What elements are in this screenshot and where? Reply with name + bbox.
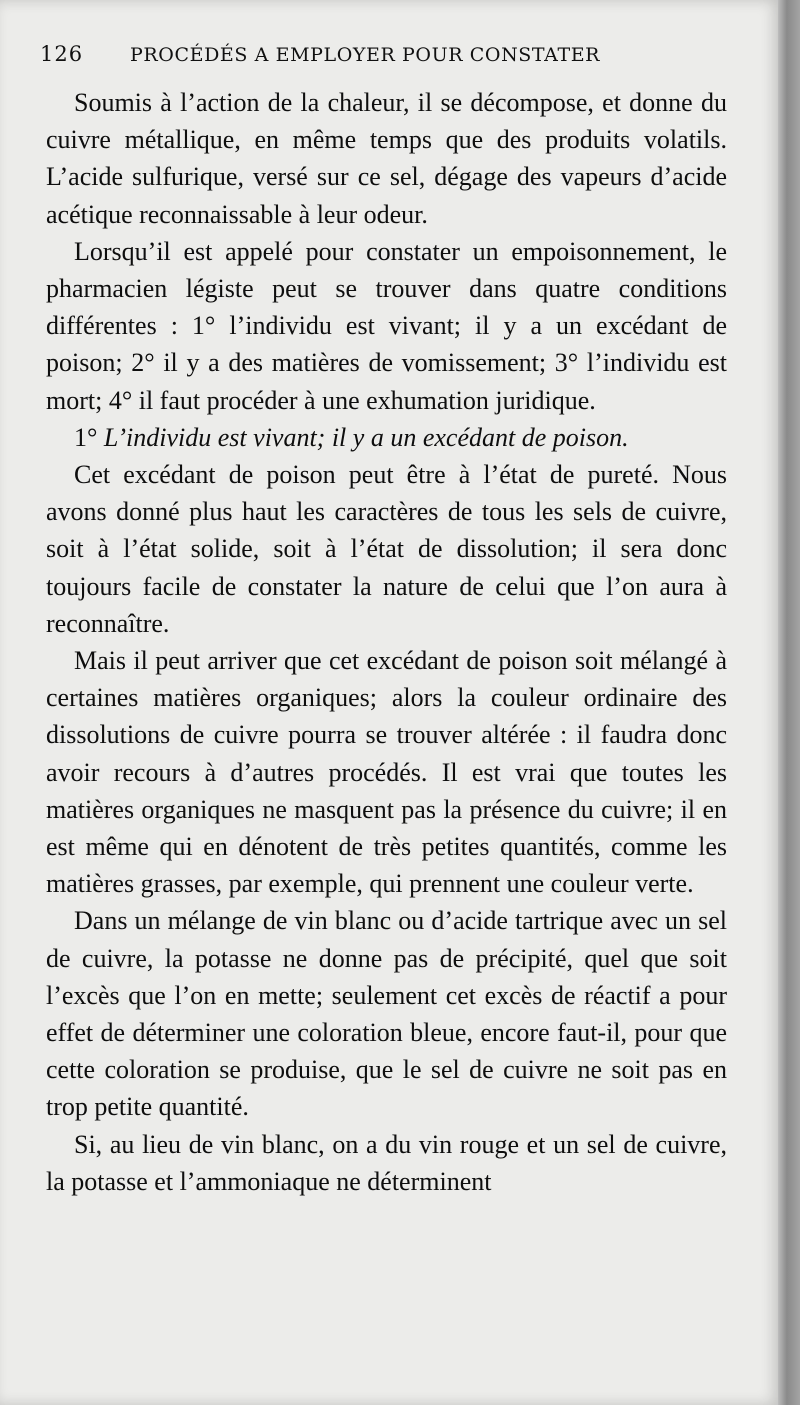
- page-edge-shadow: [778, 0, 800, 1405]
- running-head: PROCÉDÉS A EMPLOYER POUR CONSTATER: [130, 44, 601, 66]
- page-number: 126: [40, 42, 84, 66]
- section-title: L’individu est vivant; il y a un excédant de poison.: [103, 422, 629, 452]
- paragraph: Si, au lieu de vin blanc, on a du vin rouge et un sel de cuivre, la potasse et l’ammoniaque ne déterminent: [46, 1129, 727, 1196]
- paragraph: Cet excédant de poison peut être à l’état de pureté. Nous avons donné plus haut les caractères de tous les sels de cuivre, soit à l’état solide, soit à l’état de dissolution; il sera donc toujours facile de constater la nature de celui que l’on aura à reconnaître.: [46, 460, 727, 638]
- paragraph: Lorsqu’il est appelé pour constater un empoisonnement, le pharmacien légiste peut se trouver dans quatre conditions différentes : 1° l’individu est vivant; il y a un excédant de poison; 2° il y a des matières de vomissement; 3° l’individu est mort; 4° il faut procéder à une exhumation juridique.: [46, 236, 727, 415]
- section-heading: [46, 419, 727, 456]
- paragraph: Dans un mélange de vin blanc ou d’acide tartrique avec un sel de cuivre, la potasse ne donne pas de précipité, quel que soit l’excès que l’on en mette; seulement cet excès de réactif a pour effet de déterminer une coloration bleue, encore faut-il, pour que cette coloration se produise, que le sel de cuivre ne soit pas en trop petite quantité.: [46, 906, 727, 1122]
- page-body: [46, 84, 727, 1200]
- paragraph: Soumis à l’action de la chaleur, il se décompose, et donne du cuivre métallique, en même temps que des produits volatils. L’acide sulfurique, versé sur ce sel, dégage des vapeurs d’acide acétique reconnaissable à leur odeur.: [46, 88, 727, 229]
- paragraph: Mais il peut arriver que cet excédant de poison soit mélangé à certaines matières organiques; alors la couleur ordinaire des dissolutions de cuivre pourra se trouver altérée : il faudra donc avoir recours à d’autres procédés. Il est vrai que toutes les matières organiques ne masquent pas la présence du cuivre; il en est même qui en dénotent de très petites quantités, comme les matières grasses, par exemple, qui prennent une couleur verte.: [46, 646, 727, 899]
- page-header: [40, 36, 640, 76]
- section-number: 1°: [74, 422, 98, 452]
